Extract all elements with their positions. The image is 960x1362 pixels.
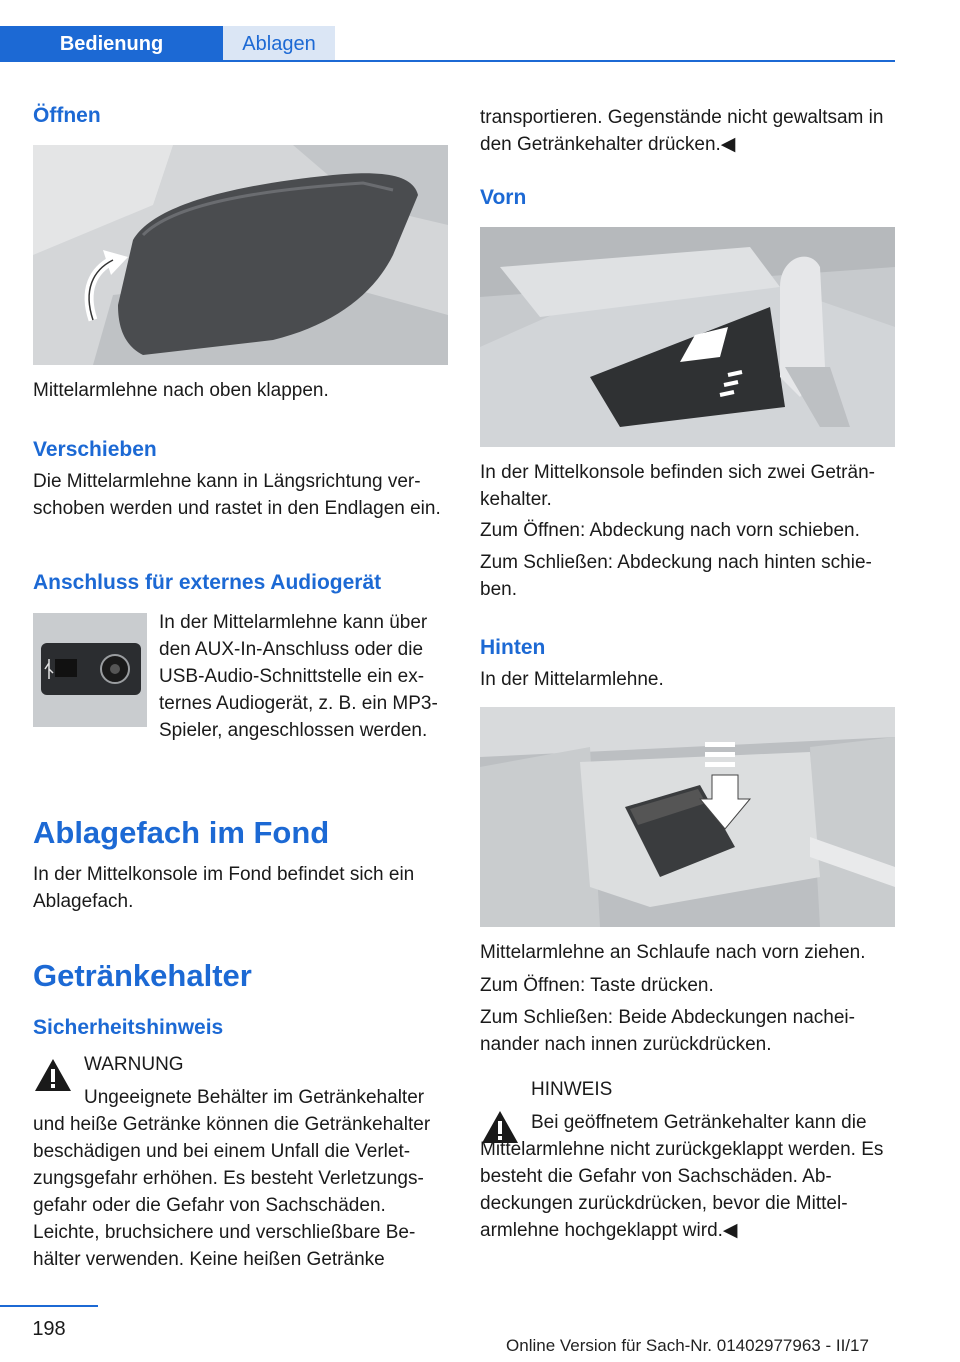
text-anschluss-body: In der Mittelarmlehne kann über den AUX-In-Anschluss oder die USB-Audio-Schnittstelle ein ex-ternes Audiogerät, z. B. ein MP3-Spieler, angeschlossen werden. [159,612,438,741]
vorn-p3: Zum Schließen: Abdeckung nach hinten schie-ben. [480,552,872,600]
photo-cupholder-front [480,227,895,447]
footer-rule [0,1305,98,1307]
heading-hinten: Hinten [480,636,546,659]
hinten-p3: Zum Schließen: Beide Abdeckungen nachei-nander nach innen zurückdrücken. [480,1007,855,1055]
heading-ablagefach: Ablagefach im Fond [33,815,330,850]
photo-armrest-open [33,145,448,365]
warning-title: WARNUNG [84,1054,184,1075]
vorn-p1: In der Mittelkonsole befinden sich zwei Geträn-kehalter. [480,462,875,510]
hinten-p2: Zum Öffnen: Taste drücken. [480,975,714,996]
vorn-p2: Zum Öffnen: Abdeckung nach vorn schieben. [480,520,860,541]
online-version-note: Online Version für Sach-Nr. 01402977963 - II/17 [506,1336,869,1355]
text-ablagefach: In der Mittelkonsole im Fond befindet sich ein Ablagefach. [33,864,415,912]
warning-text-body: Ungeeignete Behälter im Getränkehalter und heiße Getränke können die Getränkehalter beschädigen und bei einem Unfall die Verlet-zungsgefahr erhöhen. Es besteht Verletzungs-gefahr oder die Gefahr von Sachschäden. Leichte, bruchsichere und verschließbare Be-hälter verwenden. Keine heißen Getränke [33,1087,431,1270]
tab-bedienung[interactable]: Bedienung [0,26,223,62]
heading-vorn: Vorn [480,186,527,209]
heading-verschieben: Verschieben [33,438,157,461]
text-verschieben: Die Mittelarmlehne kann in Längsrichtung ver-schoben werden und rastet in den Endlagen ein. [33,471,441,519]
hinweis-text [480,1109,895,1244]
page-number: 198 [32,1318,66,1340]
heading-sicherheitshinweis: Sicherheitshinweis [33,1016,224,1039]
hinweis-title: HINWEIS [531,1079,613,1100]
text-anschluss [33,609,448,744]
hinten-intro: In der Mittelarmlehne. [480,669,664,690]
heading-getraenkehalter: Getränkehalter [33,958,252,993]
hinten-p1: Mittelarmlehne an Schlaufe nach vorn ziehen. [480,942,866,963]
photo-cupholder-rear [480,707,895,927]
heading-oeffnen: Öffnen [33,104,101,127]
caption-oeffnen: Mittelarmlehne nach oben klappen. [33,380,329,401]
heading-anschluss: Anschluss für externes Audiogerät [33,571,382,594]
header-rule [0,60,895,62]
warning-text [33,1084,448,1273]
continuation-text: transportieren. Gegenstände nicht gewaltsam in den Getränkehalter drücken.◀ [480,107,884,155]
tab-ablagen[interactable]: Ablagen [223,26,335,62]
hinweis-text-body: Bei geöffnetem Getränkehalter kann die Mittelarmlehne nicht zurückgeklappt werden. Es besteht die Gefahr von Sachschäden. Ab-deckungen zurückdrücken, bevor die Mittel-armlehne hochgeklappt wird.◀ [480,1112,884,1241]
